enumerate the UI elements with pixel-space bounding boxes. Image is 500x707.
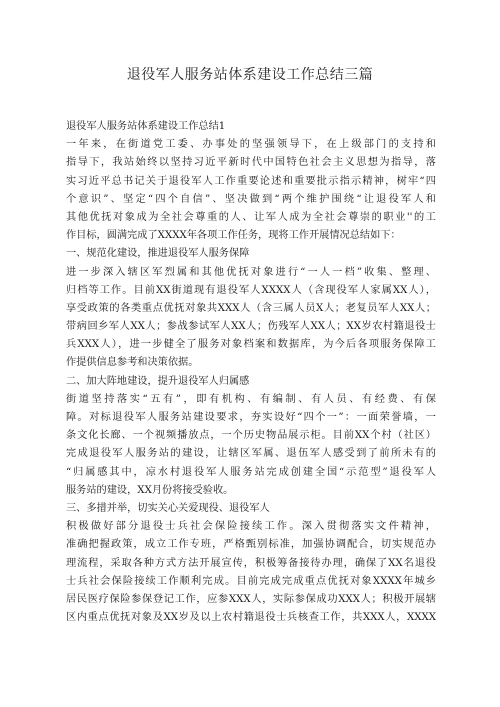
body-text-line: 准确把握政策，成立工作专班，严格甄别标准，加强协调配合，切实规范办 [66,539,436,551]
body-text-line: 区内重点优抚对象及XX岁及以上农村籍退役士兵核查工作，共XXX人，XXXX [66,612,436,624]
body-text-line: “归属感其中，凉水村退役军人服务站完成创建全国“示范型”退役军人 [66,466,436,478]
document-body [66,118,436,627]
body-text-line: 带病回乡军人XX人；参战参试军人XX人；伤残军人XX人；XX岁农村籍退役士 [66,321,436,333]
body-text-line: 其他优抚对象成为全社会尊重的人、让军人成为全社会尊崇的职业''的工 [66,211,436,223]
body-text-line: 街道坚持落实“五有”，即有机构、有编制、有人员、有经费、有保 [66,393,436,405]
body-text-line: 作提供信息参考和决策依据。 [66,357,199,369]
body-text-line: 完成退役军人服务站的建设，让辖区军属、退伍军人感受到了前所未有的 [66,448,436,460]
body-text-line: 指导下，我站始终以坚持习近平新时代中国特色社会主义思想为指导，落 [66,157,436,169]
body-text-line: 实习近平总书记关于退役军人工作重要论述和重要批示指示精神，树牢“四 [66,175,436,187]
body-text-line: 进一步深入辖区军烈属和其他优抚对象进行“一人一档”收集、整理、 [66,266,436,278]
body-text-line: 一、规范化建设，推进退役军人服务保障 [66,248,250,260]
body-text-line: 归档等工作。目前XX街道现有退役军人XXXX人（含现役军人家属XX人）， [66,284,436,296]
body-text-line: 个意识”、坚定“四个自信”、坚决做到“两个维护围绕“让退役军人和 [66,193,436,205]
body-text-line: 士兵社会保险接续工作顺利完成。目前完成完成重点优抚对象XXXX年城乡 [66,575,436,587]
body-text-line: 作目标，圆满完成了XXXX年各项工作任务，现将工作开展情况总结如下： [66,230,401,242]
body-text-line: 条文化长廊、一个视频播放点，一个历史物品展示柜。目前XX个村（社区） [66,430,436,442]
body-text-line: 服务站的建设，XX月份将接受验收。 [66,484,234,496]
body-text-line: 积极做好部分退役士兵社会保险接续工作。深入贯彻落实文件精神， [66,521,436,533]
body-text-line: 享受政策的各类重点优抚对象共XXX人（含三属人员X人；老复员军人XX人； [66,302,436,314]
body-text-line: 一年来，在街道党工委、办事处的坚强领导下，在上级部门的支持和 [66,139,436,151]
body-text-line: 理流程，采取各种方式方法开展宣传，积极筹备接待办理，确保了XX名退役 [66,557,436,569]
body-text-line: 障。对标退役军人服务站建设要求，夯实设好“四个一”：一面荣誉墙，一 [66,412,436,423]
body-text-line: 居民医疗保险参保登记工作，应参XXX人，实际参保成功XXX人；积极开展辖 [66,593,436,605]
document-title: 退役军人服务站体系建设工作总结三篇 [126,67,374,83]
body-text-line: 兵XXX人），进一步健全了服务对象档案和数据库，为今后各项服务保障工 [66,339,436,351]
body-text-line: 三、多措并举，切实关心关爱现役、退役军人 [66,502,270,514]
body-text-line: 退役军人服务站体系建设工作总结1 [66,121,226,132]
body-text-line: 二、加大阵地建设，提升退役军人归属感 [66,375,250,387]
